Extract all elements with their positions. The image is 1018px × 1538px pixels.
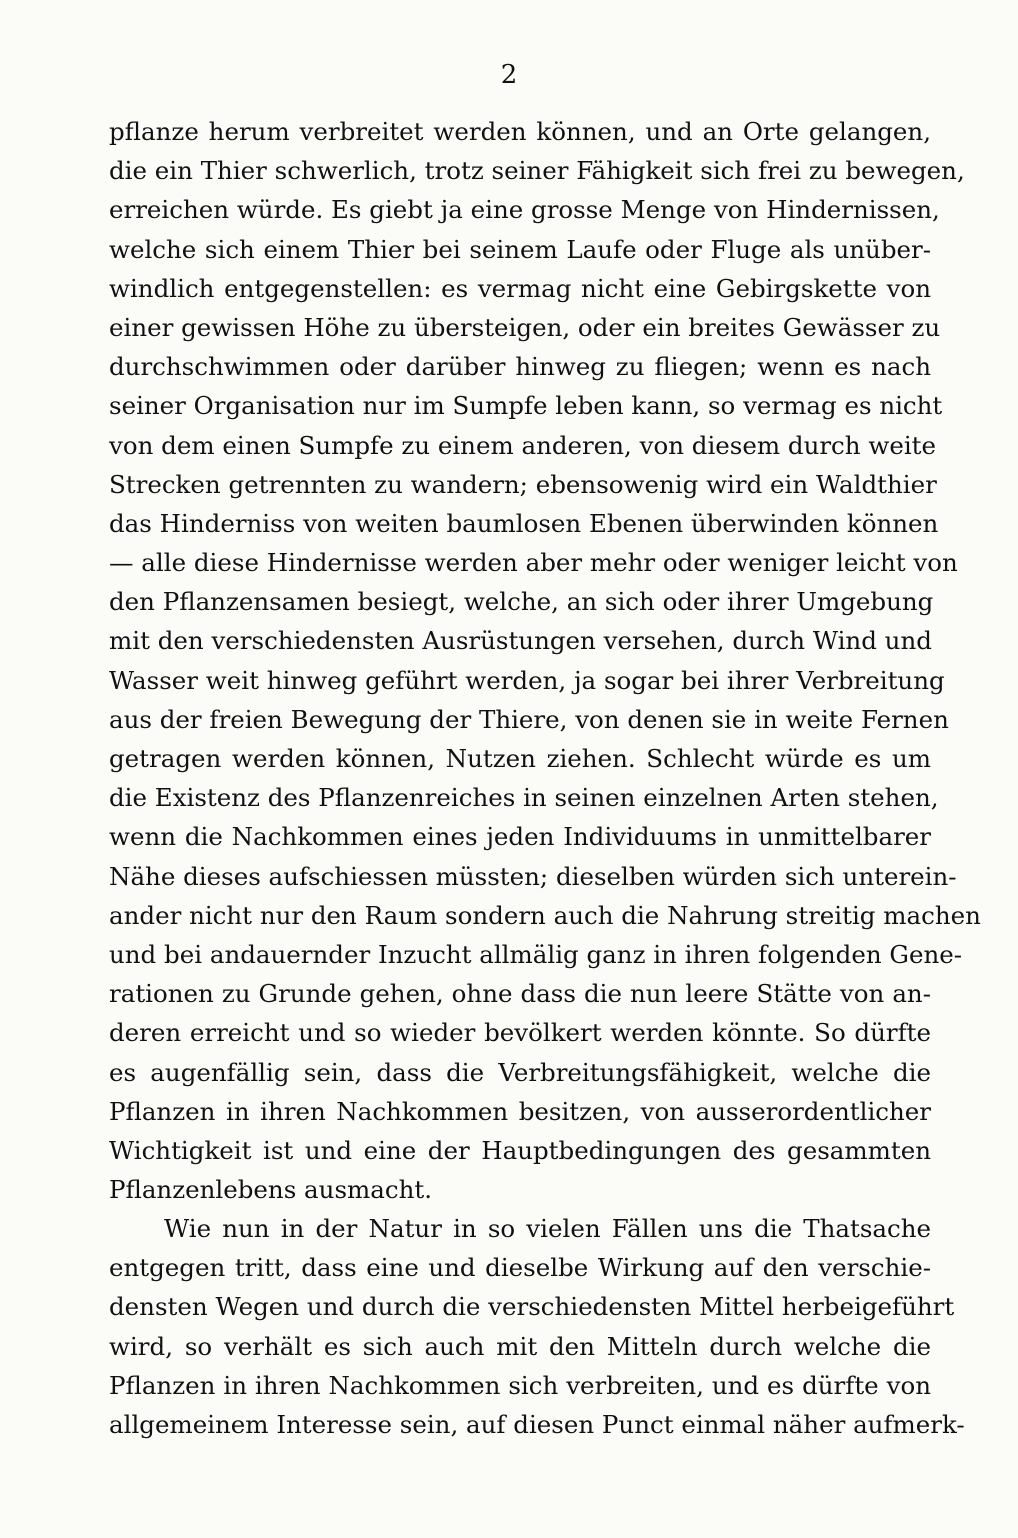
page-number: 2 bbox=[500, 60, 518, 90]
text-line: densten Wegen und durch die verschiedensten Mittel herbeigeführt bbox=[109, 1292, 955, 1322]
text-line: Wasser weit hinweg geführt werden, ja sogar bei ihrer Verbreitung bbox=[109, 665, 945, 695]
text-line: aus der freien Bewegung der Thiere, von denen sie in weite Fernen bbox=[109, 704, 949, 734]
text-line: wenn die Nachkommen eines jeden Individuums in unmittelbarer bbox=[109, 822, 931, 852]
text-line: welche sich einem Thier bei seinem Laufe oder Fluge als unüber- bbox=[109, 234, 931, 264]
text-line: allgemeinem Interesse sein, auf diesen Punct einmal näher aufmerk- bbox=[109, 1409, 965, 1439]
text-line: mit den verschiedensten Ausrüstungen versehen, durch Wind und bbox=[109, 626, 932, 656]
text-line: erreichen würde. Es giebt ja eine grosse Menge von Hindernissen, bbox=[109, 195, 940, 225]
text-line: pflanze herum verbreitet werden können, und an Orte gelangen, bbox=[109, 117, 931, 146]
text-line: seiner Organisation nur im Sumpfe leben kann, so vermag es nicht bbox=[109, 391, 943, 421]
text-line: es augenfällig sein, dass die Verbreitungsfähigkeit, welche die bbox=[109, 1057, 931, 1087]
text-line: den Pflanzensamen besiegt, welche, an sich oder ihrer Umgebung bbox=[109, 587, 934, 617]
text-line: Pflanzen in ihren Nachkommen sich verbreiten, und es dürfte von bbox=[109, 1370, 931, 1400]
text-line: einer gewissen Höhe zu übersteigen, oder ein breites Gewässer zu bbox=[109, 312, 941, 342]
text-line: die ein Thier schwerlich, trotz seiner Fähigkeit sich frei zu bewegen, bbox=[109, 156, 965, 186]
text-line: Nähe dieses aufschiessen müssten; dieselben würden sich unterein- bbox=[109, 861, 957, 891]
text-line: rationen zu Grunde gehen, ohne dass die nun leere Stätte von an- bbox=[109, 979, 931, 1009]
text-line: von dem einen Sumpfe zu einem anderen, von diesem durch weite bbox=[109, 430, 936, 460]
text-line: entgegen tritt, dass eine und dieselbe Wirkung auf den verschie- bbox=[109, 1253, 931, 1283]
paragraph-2 bbox=[109, 1209, 965, 1444]
text-line: windlich entgegenstellen: es vermag nicht eine Gebirgskette von bbox=[109, 273, 931, 303]
text-line: durchschwimmen oder darüber hinweg zu fliegen; wenn es nach bbox=[109, 352, 931, 382]
text-line: Wichtigkeit ist und eine der Hauptbedingungen des gesammten bbox=[109, 1135, 931, 1165]
text-line: die Existenz des Pflanzenreiches in seinen einzelnen Arten stehen, bbox=[109, 783, 939, 813]
text-line: — alle diese Hindernisse werden aber mehr oder weniger leicht von bbox=[109, 548, 958, 578]
text-line: Pflanzenlebens ausmacht. bbox=[109, 1175, 432, 1205]
text-line: Pflanzen in ihren Nachkommen besitzen, von ausserordentlicher bbox=[109, 1096, 931, 1126]
text-line: Wie nun in der Natur in so vielen Fällen uns die Thatsache bbox=[164, 1214, 931, 1243]
text-line: deren erreicht und so wieder bevölkert werden könnte. So dürfte bbox=[109, 1018, 931, 1048]
text-line: wird, so verhält es sich auch mit den Mitteln durch welche die bbox=[109, 1331, 931, 1361]
text-line: und bei andauernder Inzucht allmälig ganz in ihren folgenden Gene- bbox=[109, 939, 963, 969]
paragraph-1 bbox=[109, 112, 981, 1209]
text-line: Strecken getrennten zu wandern; ebensowenig wird ein Waldthier bbox=[109, 469, 937, 499]
text-line: ander nicht nur den Raum sondern auch die Nahrung streitig machen bbox=[109, 900, 981, 930]
text-line: das Hinderniss von weiten baumlosen Ebenen überwinden können bbox=[109, 508, 939, 538]
text-line: getragen werden können, Nutzen ziehen. Schlecht würde es um bbox=[109, 744, 931, 773]
